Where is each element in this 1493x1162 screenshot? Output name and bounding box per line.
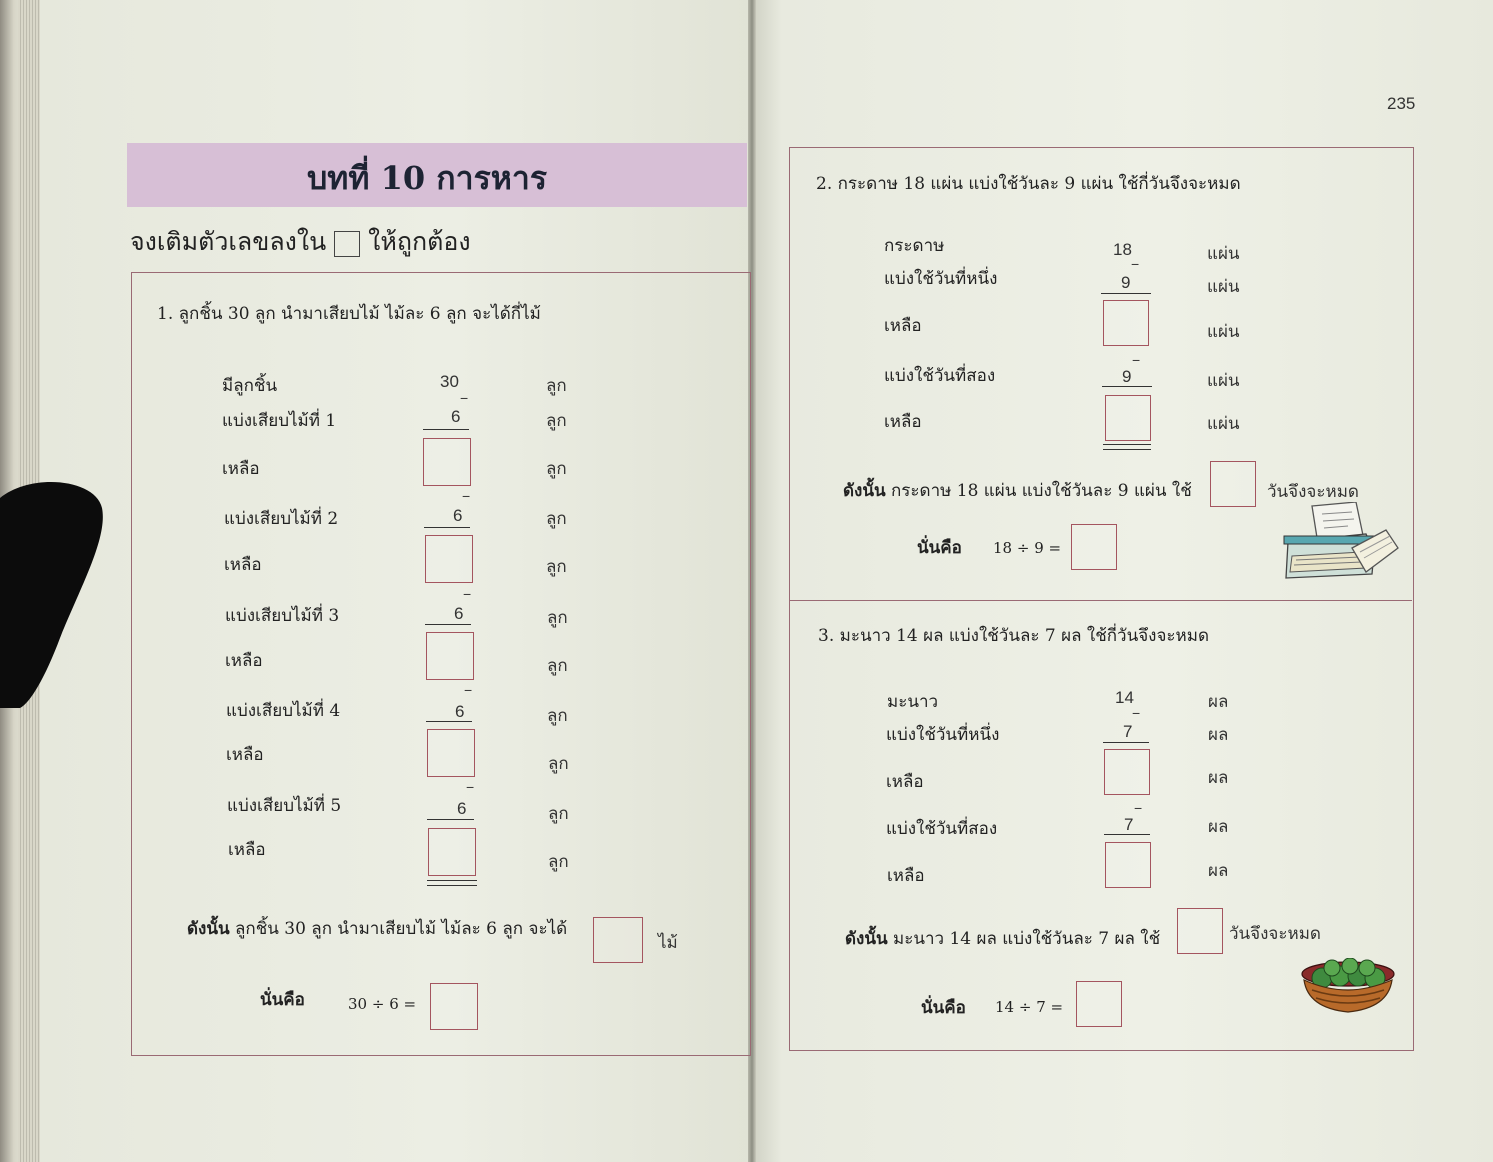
p3-step-label: แบ่งใช้วันที่หนึ่ง xyxy=(886,725,1000,745)
p2-step-label: แบ่งใช้วันที่สอง xyxy=(884,366,996,386)
instruction xyxy=(130,222,471,262)
p1-subtract-line xyxy=(426,721,472,722)
p2-minus: − xyxy=(1132,352,1141,368)
p3-unit: ผล xyxy=(1208,817,1229,837)
p3-step-value: 7 xyxy=(1123,722,1133,741)
p1-subtract-line xyxy=(425,624,471,625)
p1-conclusion-text: ลูกชิ้น 30 ลูก นำมาเสียบไม้ ไม้ละ 6 ลูก จะได้ xyxy=(235,919,568,939)
p1-equation: 30 ÷ 6 = xyxy=(348,995,417,1013)
problem-divider xyxy=(790,600,1412,601)
p1-answer-box[interactable] xyxy=(425,535,473,583)
typewriter-illustration-icon xyxy=(1282,502,1400,588)
chapter-title: บทที่ 10 การหาร xyxy=(306,159,548,197)
p3-equation-answer-box[interactable] xyxy=(1076,981,1122,1027)
p1-minus: − xyxy=(463,586,472,602)
p2-conclusion-unit: วันจึงจะหมด xyxy=(1267,482,1359,502)
p2-thatis-label: นั่นคือ xyxy=(917,538,962,558)
p2-equation: 18 ÷ 9 = xyxy=(993,539,1062,557)
p3-conclusion-prefix: ดังนั้น xyxy=(845,929,888,949)
p1-step-label: แบ่งเสียบไม้ที่ 2 xyxy=(224,509,339,529)
p1-unit: ลูก xyxy=(547,656,568,676)
instruction-text-before: จงเติมตัวเลขลงใน xyxy=(130,227,327,256)
p1-subtract-line xyxy=(423,429,469,430)
p3-conclusion-text: มะนาว 14 ผล แบ่งใช้วันละ 7 ผล ใช้ xyxy=(893,929,1161,949)
p1-step-value: 6 xyxy=(457,799,467,818)
p1-subtract-line xyxy=(427,819,474,820)
p2-step-label: แบ่งใช้วันที่หนึ่ง xyxy=(884,269,998,289)
p1-start-value: 30 xyxy=(440,372,459,391)
p1-remain-label: เหลือ xyxy=(222,459,260,479)
p1-unit: ลูก xyxy=(546,459,567,479)
p1-step-value: 6 xyxy=(453,506,463,525)
p3-conclusion-unit: วันจึงจะหมด xyxy=(1229,924,1321,944)
p2-equation-answer-box[interactable] xyxy=(1071,524,1117,570)
p1-final-double-line xyxy=(427,880,477,886)
p2-conclusion-prefix: ดังนั้น xyxy=(843,481,886,501)
p3-minus: − xyxy=(1134,800,1143,816)
p1-step-label: แบ่งเสียบไม้ที่ 4 xyxy=(226,701,341,721)
p2-subtract-line xyxy=(1101,293,1151,294)
problem-2-question: 2. กระดาษ 18 แผ่น แบ่งใช้วันละ 9 แผ่น ใช้กี่วันจึงจะหมด xyxy=(816,174,1241,194)
p1-step-value: 6 xyxy=(454,604,464,623)
p1-unit: ลูก xyxy=(547,706,568,726)
p1-conclusion-answer-box[interactable] xyxy=(593,917,643,963)
p1-step-value: 6 xyxy=(455,702,465,721)
p3-start-label: มะนาว xyxy=(887,692,939,712)
p1-conclusion-prefix: ดังนั้น xyxy=(187,919,230,939)
p1-unit: ลูก xyxy=(548,754,569,774)
p1-remain-label: เหลือ xyxy=(226,745,264,765)
p1-start-label: มีลูกชิ้น xyxy=(222,376,278,396)
problems-2-3-frame xyxy=(789,147,1414,1051)
p2-unit: แผ่น xyxy=(1207,414,1240,434)
p1-unit: ลูก xyxy=(546,557,567,577)
p1-step-value: 6 xyxy=(451,407,461,426)
p2-minus: − xyxy=(1131,256,1140,272)
p2-unit: แผ่น xyxy=(1207,277,1240,297)
p2-answer-box[interactable] xyxy=(1103,300,1149,346)
p3-subtract-line xyxy=(1103,742,1149,743)
p3-subtract-line xyxy=(1104,834,1150,835)
p1-unit: ลูก xyxy=(546,509,567,529)
p3-answer-box[interactable] xyxy=(1105,842,1151,888)
p1-unit: ลูก xyxy=(546,376,567,396)
p1-minus: − xyxy=(466,779,475,795)
p2-start-value: 18 xyxy=(1113,240,1132,259)
p3-conclusion-answer-box[interactable] xyxy=(1177,908,1223,954)
p2-remain-label: เหลือ xyxy=(884,316,922,336)
p1-minus: − xyxy=(464,682,473,698)
p2-conclusion-answer-box[interactable] xyxy=(1210,461,1256,507)
p1-answer-box[interactable] xyxy=(427,729,475,777)
p3-unit: ผล xyxy=(1208,861,1229,881)
thumb-shadow xyxy=(0,478,104,708)
p1-subtract-line xyxy=(424,527,470,528)
p3-step-label: แบ่งใช้วันที่สอง xyxy=(886,819,998,839)
p2-conclusion xyxy=(843,477,1192,504)
p1-remain-label: เหลือ xyxy=(225,651,263,671)
p1-minus: − xyxy=(460,390,469,406)
p2-final-double-line xyxy=(1103,444,1151,450)
p3-conclusion xyxy=(845,925,1160,952)
p3-start-value: 14 xyxy=(1115,688,1134,707)
p1-answer-box[interactable] xyxy=(428,828,476,876)
p2-unit: แผ่น xyxy=(1207,322,1240,342)
p2-step-value: 9 xyxy=(1121,273,1131,292)
p1-equation-answer-box[interactable] xyxy=(430,983,478,1030)
p3-minus: − xyxy=(1132,705,1141,721)
p2-unit: แผ่น xyxy=(1207,244,1240,264)
p1-unit: ลูก xyxy=(548,852,569,872)
p1-thatis-label: นั่นคือ xyxy=(260,990,305,1010)
p2-answer-box[interactable] xyxy=(1105,395,1151,441)
p2-conclusion-text: กระดาษ 18 แผ่น แบ่งใช้วันละ 9 แผ่น ใช้ xyxy=(891,481,1192,501)
p3-remain-label: เหลือ xyxy=(887,866,925,886)
p1-remain-label: เหลือ xyxy=(228,840,266,860)
p3-unit: ผล xyxy=(1208,692,1229,712)
p1-conclusion-unit: ไม้ xyxy=(658,933,678,953)
p1-minus: − xyxy=(462,488,471,504)
p3-answer-box[interactable] xyxy=(1104,749,1150,795)
p2-unit: แผ่น xyxy=(1207,371,1240,391)
instruction-text-after: ให้ถูกต้อง xyxy=(368,227,471,256)
p3-unit: ผล xyxy=(1208,768,1229,788)
p1-unit: ลูก xyxy=(546,411,567,431)
chapter-title-band xyxy=(127,143,747,207)
p3-unit: ผล xyxy=(1208,725,1229,745)
lime-basket-illustration-icon xyxy=(1298,958,1398,1016)
p2-subtract-line xyxy=(1102,386,1152,387)
p3-equation: 14 ÷ 7 = xyxy=(995,998,1064,1016)
p3-step-value: 7 xyxy=(1124,815,1134,834)
p1-unit: ลูก xyxy=(548,804,569,824)
p1-answer-box[interactable] xyxy=(423,438,471,486)
p3-remain-label: เหลือ xyxy=(886,772,924,792)
p2-start-label: กระดาษ xyxy=(884,236,945,256)
p1-conclusion xyxy=(187,915,567,942)
p1-step-label: แบ่งเสียบไม้ที่ 1 xyxy=(222,411,337,431)
p1-unit: ลูก xyxy=(547,608,568,628)
instruction-box-icon xyxy=(334,231,360,257)
page-number: 235 xyxy=(1387,94,1416,113)
p1-step-label: แบ่งเสียบไม้ที่ 3 xyxy=(225,606,340,626)
p2-step-value: 9 xyxy=(1122,367,1132,386)
problem-3-question: 3. มะนาว 14 ผล แบ่งใช้วันละ 7 ผล ใช้กี่วันจึงจะหมด xyxy=(818,626,1210,646)
p1-answer-box[interactable] xyxy=(426,632,474,680)
problem-1-question: 1. ลูกชิ้น 30 ลูก นำมาเสียบไม้ ไม้ละ 6 ลูก จะได้กี่ไม้ xyxy=(157,304,541,324)
p1-step-label: แบ่งเสียบไม้ที่ 5 xyxy=(227,796,342,816)
p1-remain-label: เหลือ xyxy=(224,555,262,575)
p2-remain-label: เหลือ xyxy=(884,412,922,432)
p3-thatis-label: นั่นคือ xyxy=(921,998,966,1018)
